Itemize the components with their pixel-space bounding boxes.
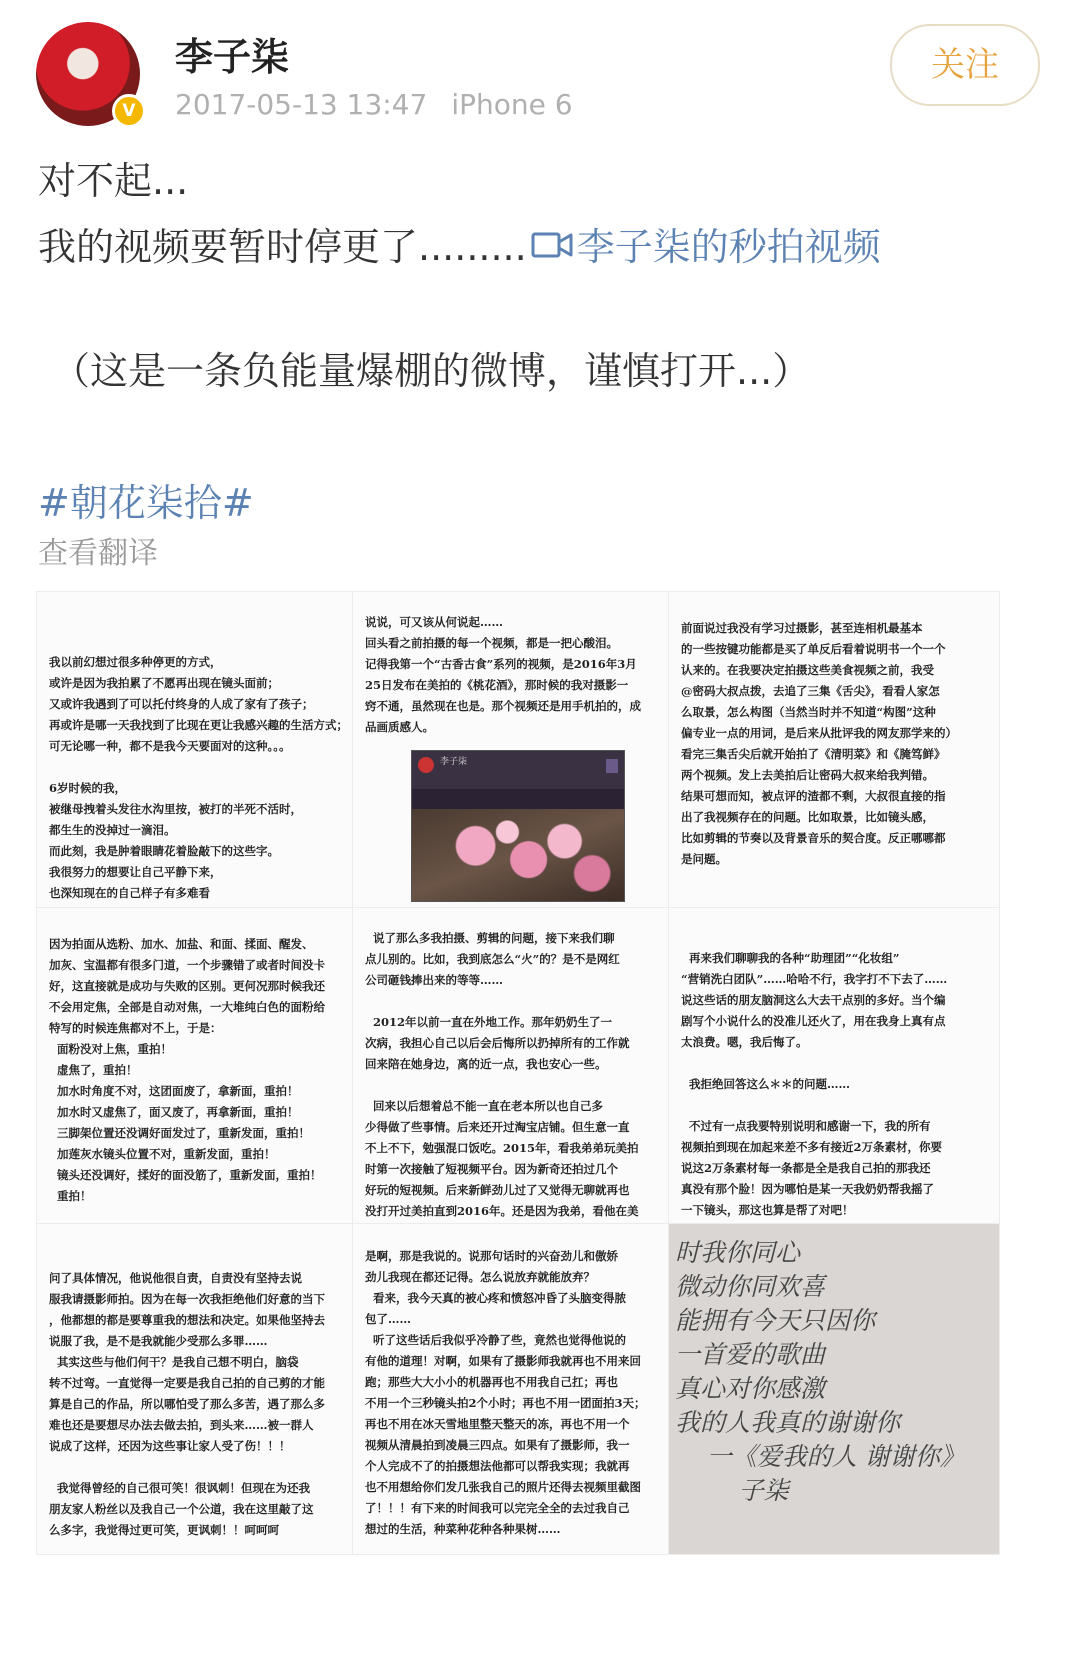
image-text: 我以前幻想过很多种停更的方式， 或许是因为我拍累了不愿再出现在镜头面前； 又或许我遇到了可以托付终身的人成了家有了孩子； 再或许是哪一天我找到了比现在更让我感兴趣的生活方式； 可无论哪一种，都不是我今天要面对的这种。。。 6岁时候的我， 被继母拽着头发往水沟里按，被打的半死不活时， 都生生的没掉过一滴泪。 而此刻，我是肿着眼睛花着脸敲下的这些字。 我很努力的想要让自己平静下来， 也深知现在的自己样子有多难看: [49, 655, 348, 900]
post-timestamp: 2017-05-13 13:47: [175, 88, 428, 121]
video-link[interactable]: [527, 225, 881, 269]
image-grid: [36, 591, 1044, 1609]
image-text: 是啊，那是我说的。说那句话时的兴奋劲儿和傲娇 劲儿我现在都还记得。怎么说放弃就能放弃？ 看来，我今天真的被心疼和愤怒冲昏了头脑变得脓 包了…… 听了这些话后我似乎冷静了些，竟然也觉得他说的 有他的道理！对啊，如果有了摄影师我就再也不用来回 跑；那些大大小小的机器再也不用我自己扛；再也 不用一个三秒镜头拍2个小时；再也不用一团面拍3天； 再也不用在冰天雪地里整天整天的冻，再也不用一个 视频从清晨拍到凌晨三四点。如果有了摄影师，我一 个人完成不了的拍摄想法他都可以帮我实现；我就再 也不用想给你们发几张我自己的照片还得去视频里截图 了！！！有下来的时间我可以完完全全的去过我自己 想过的生活，种菜种花种各种果树……: [365, 1249, 646, 1536]
handwritten-note: 时我你同心 微动你同欢喜 能拥有今天只因你 一首爱的歌曲 真心对你感激 我的人我真的谢谢你 一《爱我的人 谢谢你》 子柒: [675, 1238, 965, 1505]
video-link-label: 李子柒的秒拍视频: [576, 225, 881, 269]
post-header: [0, 0, 1080, 140]
image-text: 因为拍面从选粉、加水、加盐、和面、揉面、醒发、 加灰、宝温都有很多门道，一个步骤错了或者时间没卡 好，这直接就是成功与失败的区别。更何况那时候我还 不会用定焦，全部是自动对焦，一大堆纯白色的面粉给 特写的时候连焦都对不上，于是： 面粉没对上焦，重拍！ 虚焦了，重拍！ 加水时角度不对，这团面废了，拿新面，重拍！ 加水时又虚焦了，面又废了，再拿新面，重拍！ 三脚架位置还没调好面发过了，重新发面，重拍！ 加莲灰水镜头位置不对，重新发面，重拍！ 镜头还没调好，揉好的面没筋了，重新发面，重拍！ 重拍！: [49, 937, 325, 1203]
follow-button[interactable]: 关注: [890, 24, 1040, 106]
hashtag-link[interactable]: #朝花柒拾#: [38, 481, 254, 525]
grid-image-7[interactable]: [36, 1223, 368, 1555]
image-text: 再来我们聊聊我的各种“助理团”“化妆组” “营销洗白团队”……哈哈不行，我字打不下去了…… 说这些话的朋友脑洞这么大去干点别的多好。当个编 剧写个小说什么的没准儿还火了，用在我身上真有点 太浪费。嗯，我后悔了。 我拒绝回答这么＊＊的问题…… 不过有一点我要特别说明和感谢一下，我的所有 视频拍到现在加起来差不多有接近2万条素材，你要 说这2万条素材每一条都是全是我自己拍的那我还 真没有那个脸！因为哪怕是某一天我奶奶帮我摇了 一下镜头，那这也算是帮了对吧！: [681, 951, 948, 1217]
embedded-menu-icon: [606, 759, 618, 773]
verified-badge-icon: V: [112, 94, 146, 128]
post-meta: [175, 88, 573, 121]
embedded-header: [412, 751, 624, 789]
post-text: 我的视频要暂时停更了.........: [38, 225, 527, 269]
post-text-line-with-link: [38, 216, 881, 271]
post-text-line: （这是一条负能量爆棚的微博，谨慎打开...）: [52, 349, 811, 393]
image-text: 前面说过我没有学习过摄影，甚至连相机最基本 的一些按键功能都是买了单反后看着说明书一个一个 认来的。在我要决定拍摄这些美食视频之前，我受 @密码大叔点拨，去追了三集《舌尖》，看看人家怎 么取景，怎么构图（当然当时并不知道“构图”这种 偏专业一点的用词，是后来从批评我的网友那学来的） 看完三集舌尖后就开始拍了《清明菜》和《腌笃鲜》 两个视频。发上去美拍后让密码大叔来给我判错。 结果可想而知，被点评的渣都不剩，大叔很直接的指 出了我视频存在的问题。比如取景，比如镜头感， 比如剪辑的节奏以及背景音乐的契合度。反正哪哪都 是问题。: [681, 621, 957, 866]
embedded-username: 李子柒: [440, 757, 468, 767]
embedded-avatar: [418, 757, 434, 773]
video-camera-icon: [531, 231, 573, 261]
peach-blossom-photo: [412, 809, 624, 901]
image-text: 说了那么多我拍摄、剪辑的问题，接下来我们聊 点儿别的。比如，我到底怎么“火”的？是不是网红 公司砸钱捧出来的等等…… 2012年以前一直在外地工作。那年奶奶生了一 次病，我担心自己以后会后悔所以扔掉所有的工作就 回来陪在她身边，离的近一点，我也安心一些。 回来以后想着总不能一直在老本所以也自己多 少得做了些事情。后来还开过淘宝店铺。但生意一直 不上不下，勉强混口饭吃。2015年，看我弟弟玩美拍 时第一次接触了短视频平台。因为新奇还拍过几个 好玩的短视频。后来新鲜劲儿过了又觉得无聊就再也 没打开过美拍直到2016年。还是因为我弟，看他在美: [365, 931, 639, 1218]
grid-image-3[interactable]: [668, 591, 1000, 923]
grid-image-6[interactable]: [668, 907, 1000, 1239]
grid-image-1[interactable]: [36, 591, 368, 923]
grid-image-8[interactable]: [352, 1223, 684, 1555]
post-device: iPhone 6: [451, 88, 573, 121]
username[interactable]: 李子柒: [175, 35, 290, 79]
grid-image-4[interactable]: [36, 907, 368, 1239]
grid-image-5[interactable]: [352, 907, 684, 1239]
grid-image-9[interactable]: [668, 1223, 1000, 1555]
translate-link[interactable]: 查看翻译: [38, 536, 158, 571]
image-text: 说说，可又该从何说起…… 回头看之前拍摄的每一个视频，都是一把心酸泪。 记得我第一个“古香古食”系列的视频，是2016年3月 25日发布在美拍的《桃花酒》，那时候的我对摄影一 窍不通，虽然现在也是。那个视频还是用手机拍的，成 品画质感人。: [365, 615, 641, 734]
post-text-line: 对不起...: [38, 159, 189, 203]
avatar[interactable]: [36, 22, 140, 126]
grid-image-2[interactable]: [352, 591, 684, 923]
embedded-screenshot: [411, 750, 625, 902]
image-text: 问了具体情况，他说他很自责，自责没有坚持去说 服我请摄影师拍。因为在每一次我拒绝他们好意的当下 ，他都想的都是要尊重我的想法和决定。如果他坚持去 说服了我，是不是我就能少受那么多罪…… 其实这些与他们何干？是我自己想不明白，脑袋 转不过弯。一直觉得一定要是我自己拍的自己剪的才能 算是自己的作品，所以哪怕受了那么多苦，遇了那么多 难也还是要想尽办法去做去拍，到头来……被一群人 说成了这样，还因为这些事让家人受了伤！！！ 我觉得曾经的自己很可笑！很讽刺！但现在为还我 朋友家人粉丝以及我自己一个公道，我在这里敲了这 么多字，我觉得过更可笑，更讽刺！！呵呵呵: [49, 1271, 325, 1537]
